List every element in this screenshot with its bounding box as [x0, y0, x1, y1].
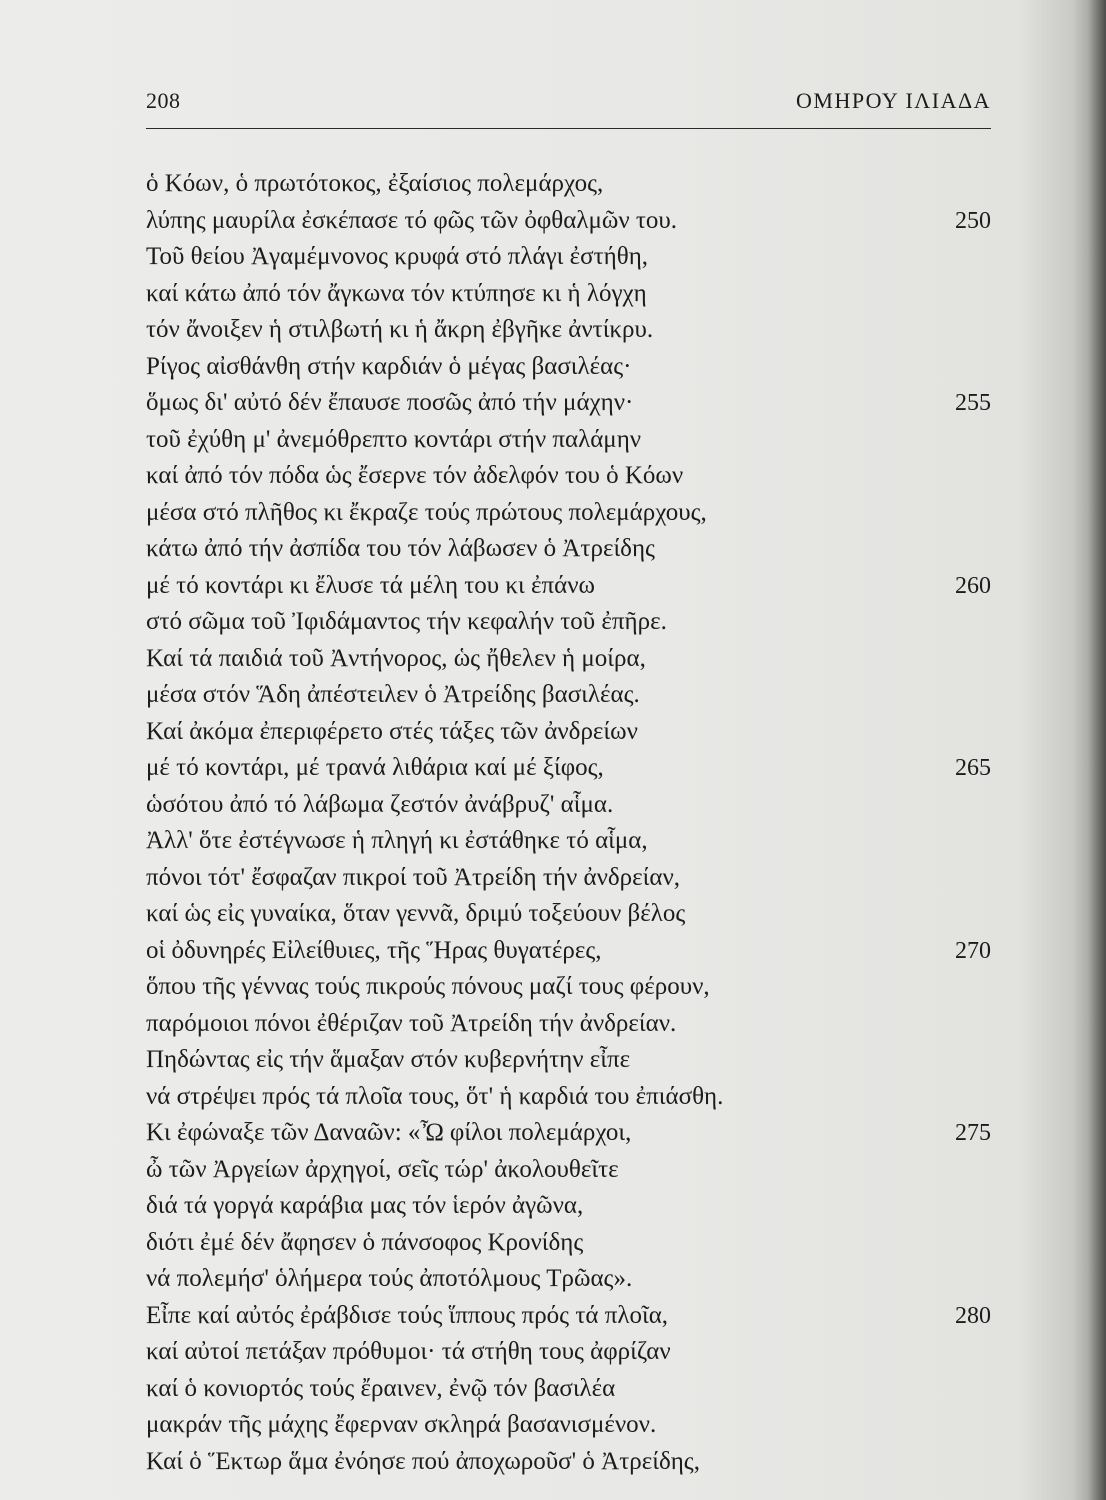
- verse-line: [146, 1006, 991, 1043]
- verse-line: [146, 166, 991, 203]
- verse-line: [146, 896, 991, 933]
- verse-line: [146, 1225, 991, 1262]
- header-rule: [146, 128, 991, 129]
- spine-shadow: [1088, 0, 1106, 1500]
- verse-text: παρόμοιοι πόνοι ἐθέριζαν τοῦ Ἀτρείδη τήν ἀνδρείαν.: [146, 1009, 677, 1037]
- verse-text: καί ἀπό τόν πόδα ὡς ἔσερνε τόν ἀδελφόν του ὁ Κόων: [146, 462, 684, 489]
- verse-line: [146, 1334, 991, 1371]
- verse-text: μέσα στόν Ἅδη ἀπέστειλεν ὁ Ἀτρείδης βασιλέας.: [146, 681, 640, 708]
- verse-text: Κι ἐφώναξε τῶν Δαναῶν: «Ὦ φίλοι πολεμάρχοι,: [146, 1119, 632, 1146]
- verse-text: ὅμως δι' αὐτό δέν ἔπαυσε ποσῶς ἀπό τήν μάχην·: [146, 389, 634, 416]
- verse-line: [146, 1152, 991, 1189]
- verse-text: Τοῦ θείου Ἀγαμέμνονος κρυφά στό πλάγι ἐστήθη,: [146, 243, 649, 270]
- verse-line: [146, 203, 991, 240]
- verse-text: ὦ τῶν Ἀργείων ἀρχηγοί, σεῖς τώρ' ἀκολουθεῖτε: [146, 1155, 619, 1183]
- verse-text: Καί τά παιδιά τοῦ Ἀντήνορος, ὡς ἤθελεν ἡ μοίρα,: [146, 644, 646, 672]
- verse-text: διότι ἐμέ δέν ἄφησεν ὁ πάνσοφος Κρονίδης: [146, 1228, 584, 1256]
- verse-line: [146, 349, 991, 386]
- verse-text: οἱ ὀδυνηρές Εἰλείθυιες, τῆς Ἥρας θυγατέρες,: [146, 936, 602, 964]
- verse-line: [146, 933, 991, 970]
- verse-text: τοῦ ἐχύθη μ' ἀνεμόθρεπτο κοντάρι στήν παλάμην: [146, 425, 642, 453]
- verse-line: [146, 276, 991, 313]
- verse-line: [146, 714, 991, 751]
- page-header: [146, 88, 991, 128]
- verse-text: Εἶπε καί αὐτός ἐράβδισε τούς ἵππους πρός τά πλοῖα,: [146, 1301, 669, 1329]
- verse-text: λύπης μαυρίλα ἐσκέπασε τό φῶς τῶν ὀφθαλμῶν του.: [146, 206, 678, 234]
- verse-line: [146, 787, 991, 824]
- verse-line: [146, 531, 991, 568]
- verse-text: καί κάτω ἀπό τόν ἄγκωνα τόν κτύπησε κι ἡ λόγχη: [146, 279, 647, 307]
- verse-text: Ρίγος αἰσθάνθη στήν καρδιάν ὁ μέγας βασιλέας·: [146, 352, 632, 380]
- verse-line: [146, 677, 991, 714]
- verse-text: μέσα στό πλῆθος κι ἔκραζε τούς πρώτους πολεμάρχους,: [146, 498, 707, 526]
- verse-line: [146, 1407, 991, 1444]
- verse-text: στό σῶμα τοῦ Ἰφιδάμαντος τήν κεφαλήν τοῦ ἐπῆρε.: [146, 608, 667, 635]
- verse-line: [146, 495, 991, 532]
- verse-line: [146, 312, 991, 349]
- verse-text: νά στρέψει πρός τά πλοῖα τους, ὅτ' ἡ καρδιά του ἐπιάσθη.: [146, 1082, 724, 1110]
- verse-text: καί ὁ κονιορτός τούς ἔραινεν, ἐνῷ τόν βασιλέα: [146, 1374, 616, 1402]
- running-title: ΟΜΗΡΟΥ ΙΛΙΑΔΑ: [796, 88, 991, 113]
- line-number: 260: [955, 572, 991, 599]
- verse-text: μακράν τῆς μάχης ἔφερναν σκληρά βασανισμένον.: [146, 1411, 657, 1438]
- verse-line: [146, 969, 991, 1006]
- verse-text: ὁ Κόων, ὁ πρωτότοκος, ἐξαίσιος πολεμάρχος,: [146, 170, 604, 197]
- verse-line: [146, 1444, 991, 1481]
- verse-line: [146, 604, 991, 641]
- verse-text: καί ὡς εἰς γυναίκα, ὅταν γεννᾶ, δριμύ τοξεύουν βέλος: [146, 900, 686, 927]
- verse-text: Ἀλλ' ὅτε ἐστέγνωσε ἡ πληγή κι ἐστάθηκε τό αἷμα,: [146, 827, 648, 854]
- verse-line: [146, 750, 991, 787]
- verse-line: [146, 568, 991, 605]
- verse-text: διά τά γοργά καράβια μας τόν ἱερόν ἀγῶνα,: [146, 1192, 584, 1219]
- line-number: 270: [955, 937, 991, 964]
- verse-line: [146, 1371, 991, 1408]
- verse-text: μέ τό κοντάρι, μέ τρανά λιθάρια καί μέ ξίφος,: [146, 754, 604, 781]
- line-number: 255: [955, 390, 991, 416]
- page-number: 208: [146, 88, 181, 113]
- line-number: 250: [955, 207, 991, 234]
- verse-text: πόνοι τότ' ἔσφαζαν πικροί τοῦ Ἀτρείδη τήν ἀνδρείαν,: [146, 863, 681, 891]
- verse-text: καί αὐτοί πετάξαν πρόθυμοι· τά στήθη τους ἀφρίζαν: [146, 1338, 671, 1365]
- verse-line: [146, 1188, 991, 1225]
- verse-line: [146, 239, 991, 276]
- verse-text: ὡσότου ἀπό τό λάβωμα ζεστόν ἀνάβρυζ' αἷμα.: [146, 790, 614, 818]
- verse-line: [146, 422, 991, 459]
- verse-line: [146, 823, 991, 860]
- verse-line: [146, 1115, 991, 1152]
- verse-line: [146, 641, 991, 678]
- verse-line: [146, 1042, 991, 1079]
- verse-text: μέ τό κοντάρι κι ἔλυσε τά μέλη του κι ἐπάνω: [146, 571, 595, 599]
- verse-text: Καί ἀκόμα ἐπεριφέρετο στές τάξες τῶν ἀνδρείων: [146, 717, 638, 745]
- verse-line: [146, 860, 991, 897]
- verse-text: νά πολεμήσ' ὁλήμερα τούς ἀποτόλμους Τρῶας».: [146, 1265, 633, 1292]
- verse-text: Πηδώντας εἰς τήν ἅμαξαν στόν κυβερνήτην εἶπε: [146, 1046, 631, 1073]
- verse-line: [146, 1261, 991, 1298]
- line-number: 280: [955, 1302, 991, 1329]
- verse-line: [146, 1298, 991, 1335]
- line-number: 265: [955, 755, 991, 781]
- verse-text: τόν ἄνοιξεν ἡ στιλβωτή κι ἡ ἄκρη ἐβγῆκε ἀντίκρυ.: [146, 316, 654, 343]
- verse-text: Καί ὁ Ἕκτωρ ἅμα ἐνόησε πού ἀποχωροῦσ' ὁ Ἀτρείδης,: [146, 1447, 700, 1475]
- verse-line: [146, 1079, 991, 1116]
- verse-block: [146, 166, 991, 1480]
- verse-text: ὅπου τῆς γέννας τούς πικρούς πόνους μαζί τους φέρουν,: [146, 973, 710, 1000]
- verse-line: [146, 458, 991, 495]
- verse-line: [146, 385, 991, 422]
- verse-text: κάτω ἀπό τήν ἀσπίδα του τόν λάβωσεν ὁ Ἀτρείδης: [146, 535, 655, 562]
- line-number: 275: [955, 1120, 991, 1146]
